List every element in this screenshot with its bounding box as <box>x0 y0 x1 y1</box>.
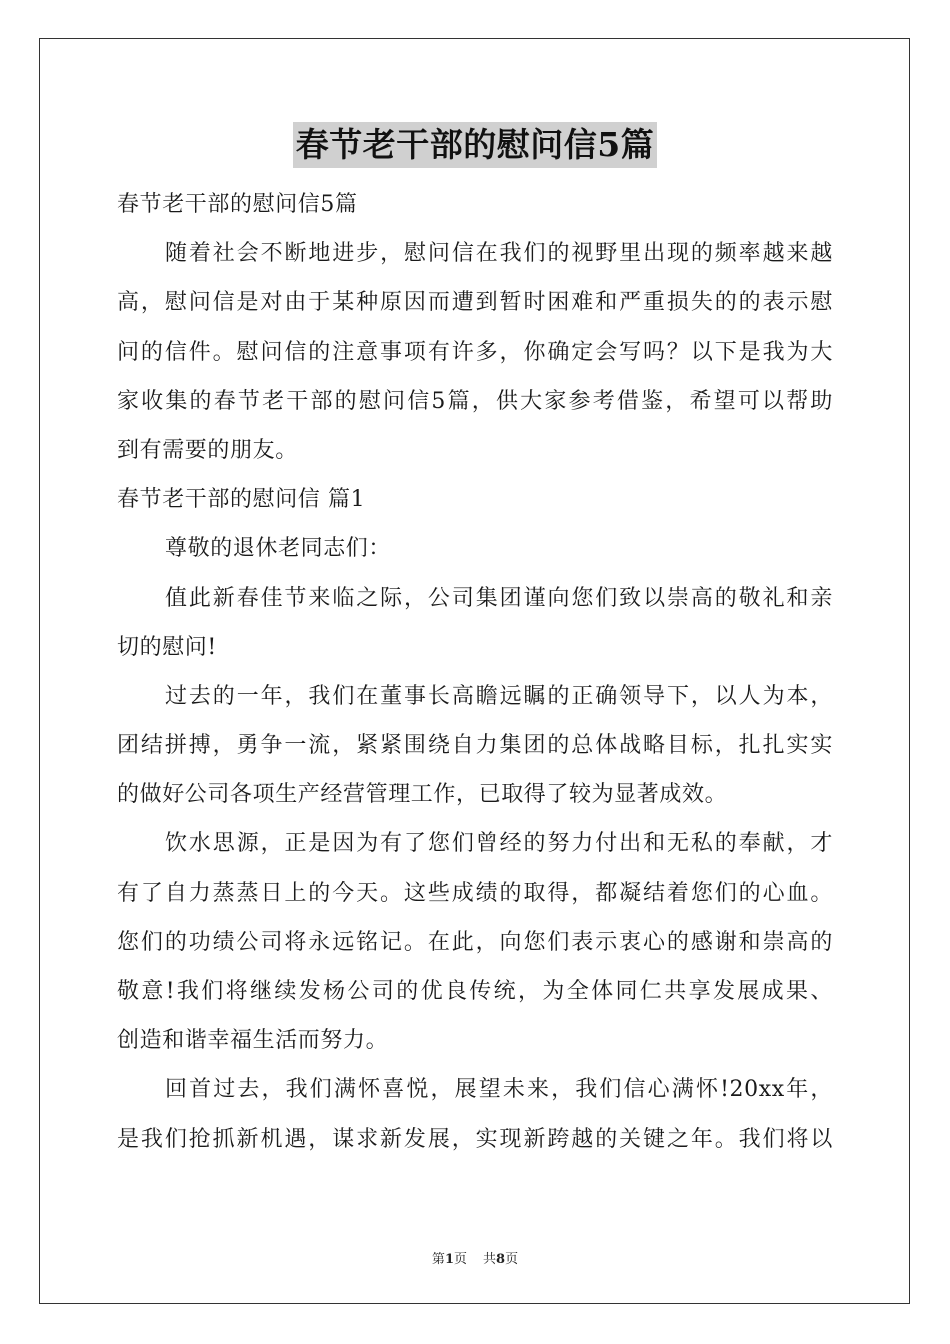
text-line: 值此新春佳节来临之际，公司集团谨向您们致以崇高的敬礼和亲 <box>165 585 833 611</box>
text-line: 到有需要的朋友。 <box>117 437 298 463</box>
text-line: 团结拼搏，勇争一流，紧紧围绕自力集团的总体战略目标，扎扎实实 <box>117 733 833 759</box>
page-number-label: 第1页 <box>431 1252 467 1267</box>
text-line: 是我们抢抓新机遇，谋求新发展，实现新跨越的关键之年。我们将以 <box>117 1126 833 1152</box>
text-line: 尊敬的退休老同志们： <box>165 536 392 562</box>
text-line: 切的慰问! <box>117 634 217 660</box>
text-line: 问的信件。慰问信的注意事项有许多，你确定会写吗？以下是我为大 <box>117 339 833 365</box>
text-line: 春节老干部的慰问信5篇 <box>117 192 358 217</box>
page-total-label: 共8页 <box>483 1252 519 1267</box>
text-line: 回首过去，我们满怀喜悦，展望未来，我们信心满怀!20xx年， <box>165 1077 833 1103</box>
text-line: 饮水思源，正是因为有了您们曾经的努力付出和无私的奉献，才 <box>165 831 833 857</box>
text-line: 过去的一年，我们在董事长高瞻远瞩的正确领导下，以人为本， <box>165 683 833 709</box>
text-line: 有了自力蒸蒸日上的今天。这些成绩的取得，都凝结着您们的心血。 <box>117 880 833 906</box>
title-container <box>0 122 950 168</box>
text-line: 的做好公司各项生产经营管理工作，已取得了较为显著成效。 <box>117 782 728 808</box>
text-line: 创造和谐幸福生活而努力。 <box>117 1028 389 1054</box>
text-line: 敬意!我们将继续发杨公司的优良传统，为全体同仁共享发展成果、 <box>117 979 833 1004</box>
text-line: 随着社会不断地进步，慰问信在我们的视野里出现的频率越来越 <box>165 241 833 267</box>
text-line: 家收集的春节老干部的慰问信5篇，供大家参考借鉴，希望可以帮助 <box>117 388 833 414</box>
document-title: 春节老干部的慰问信5篇 <box>293 122 657 168</box>
document-body <box>117 180 833 1164</box>
text-line: 高，慰问信是对由于某种原因而遭到暂时困难和严重损失的的表示慰 <box>117 290 833 316</box>
text-line: 您们的功绩公司将永远铭记。在此，向您们表示衷心的感谢和崇高的 <box>117 929 833 955</box>
text-line: 春节老干部的慰问信 篇1 <box>117 487 366 513</box>
page-footer <box>0 1248 950 1267</box>
